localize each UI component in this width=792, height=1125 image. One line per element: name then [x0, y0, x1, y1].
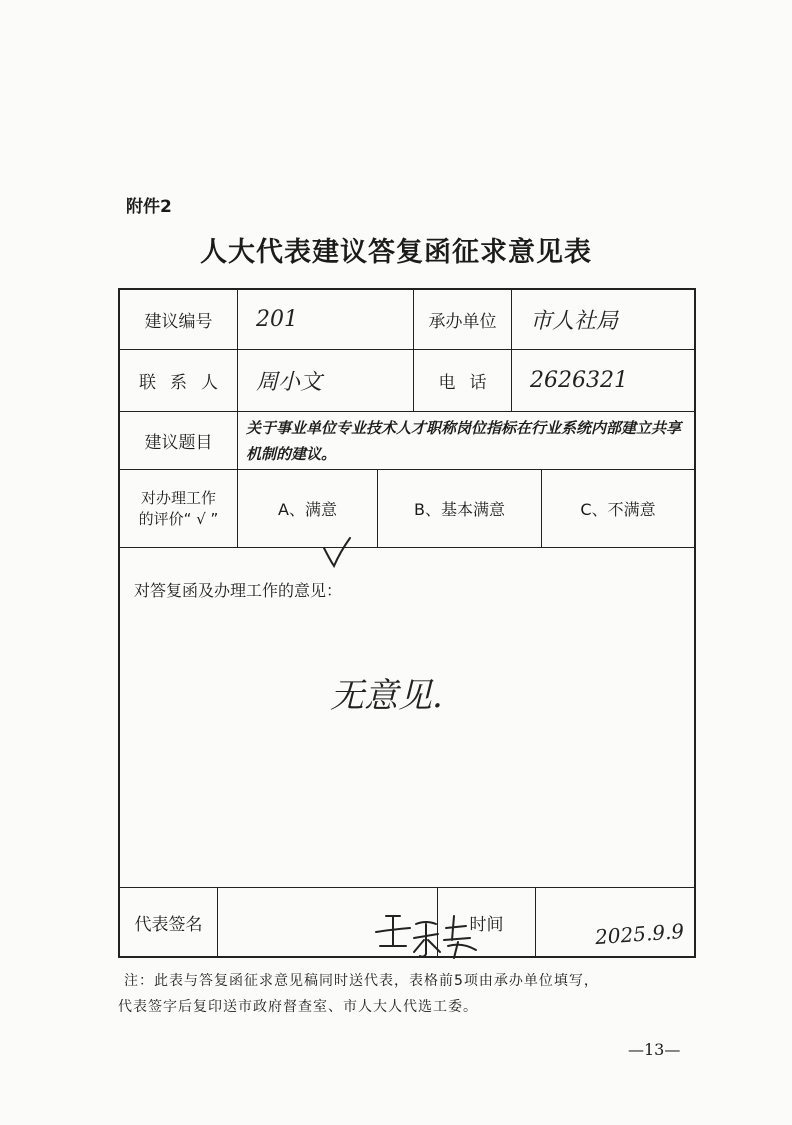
page-number: —13—: [628, 1040, 681, 1059]
handling-unit-value: 市人社局: [530, 309, 619, 334]
row-suggestion-number: [120, 290, 694, 350]
evaluation-label-line1: 对办理工作: [140, 488, 216, 507]
check-mark-icon: [318, 534, 354, 570]
signature-label: 代表签名: [120, 888, 218, 956]
time-value: 2025.9.9: [594, 918, 685, 950]
footnote-line2: 代表签字后复印送市政府督查室、市人大人代选工委。: [118, 999, 478, 1015]
document-title: 人大代表建议答复函征求意见表: [200, 237, 592, 268]
phone-label: 电话: [414, 350, 512, 411]
row-opinion: [120, 548, 694, 888]
option-satisfied[interactable]: A、满意: [238, 470, 378, 547]
suggestion-number-label: 建议编号: [120, 290, 238, 349]
option-dissatisfied[interactable]: C、不满意: [580, 500, 656, 519]
footnote-line1: 注：此表与答复函征求意见稿同时送代表，表格前5项由承办单位填写，: [124, 973, 599, 989]
opinion-form-table: [118, 288, 696, 958]
row-contact: [120, 350, 694, 412]
opinion-value: 无意见.: [330, 676, 443, 716]
handling-unit-label: 承办单位: [414, 290, 512, 349]
footnote: [118, 968, 698, 1020]
attachment-label: 附件2: [126, 197, 172, 217]
time-label: 时间: [438, 888, 536, 956]
contact-value: 周小文: [238, 350, 414, 411]
row-signature: [120, 888, 694, 956]
evaluation-label: [120, 470, 238, 547]
topic-value: 关于事业单位专业技术人才职称岗位指标在行业系统内部建立共享机制的建议。: [246, 418, 682, 463]
suggestion-number-value: 201: [238, 290, 414, 349]
topic-label: 建议题目: [120, 412, 238, 469]
row-evaluation: [120, 470, 694, 548]
contact-label: 联系人: [120, 350, 238, 411]
time-area: [536, 888, 694, 956]
phone-value: 2626321: [530, 368, 628, 393]
option-basically-satisfied[interactable]: B、基本满意: [378, 470, 542, 547]
signature-area: [218, 888, 438, 956]
opinion-label: 对答复函及办理工作的意见：: [134, 581, 343, 600]
evaluation-label-line2: 的评价“ √ ”: [138, 509, 219, 528]
row-topic: [120, 412, 694, 470]
